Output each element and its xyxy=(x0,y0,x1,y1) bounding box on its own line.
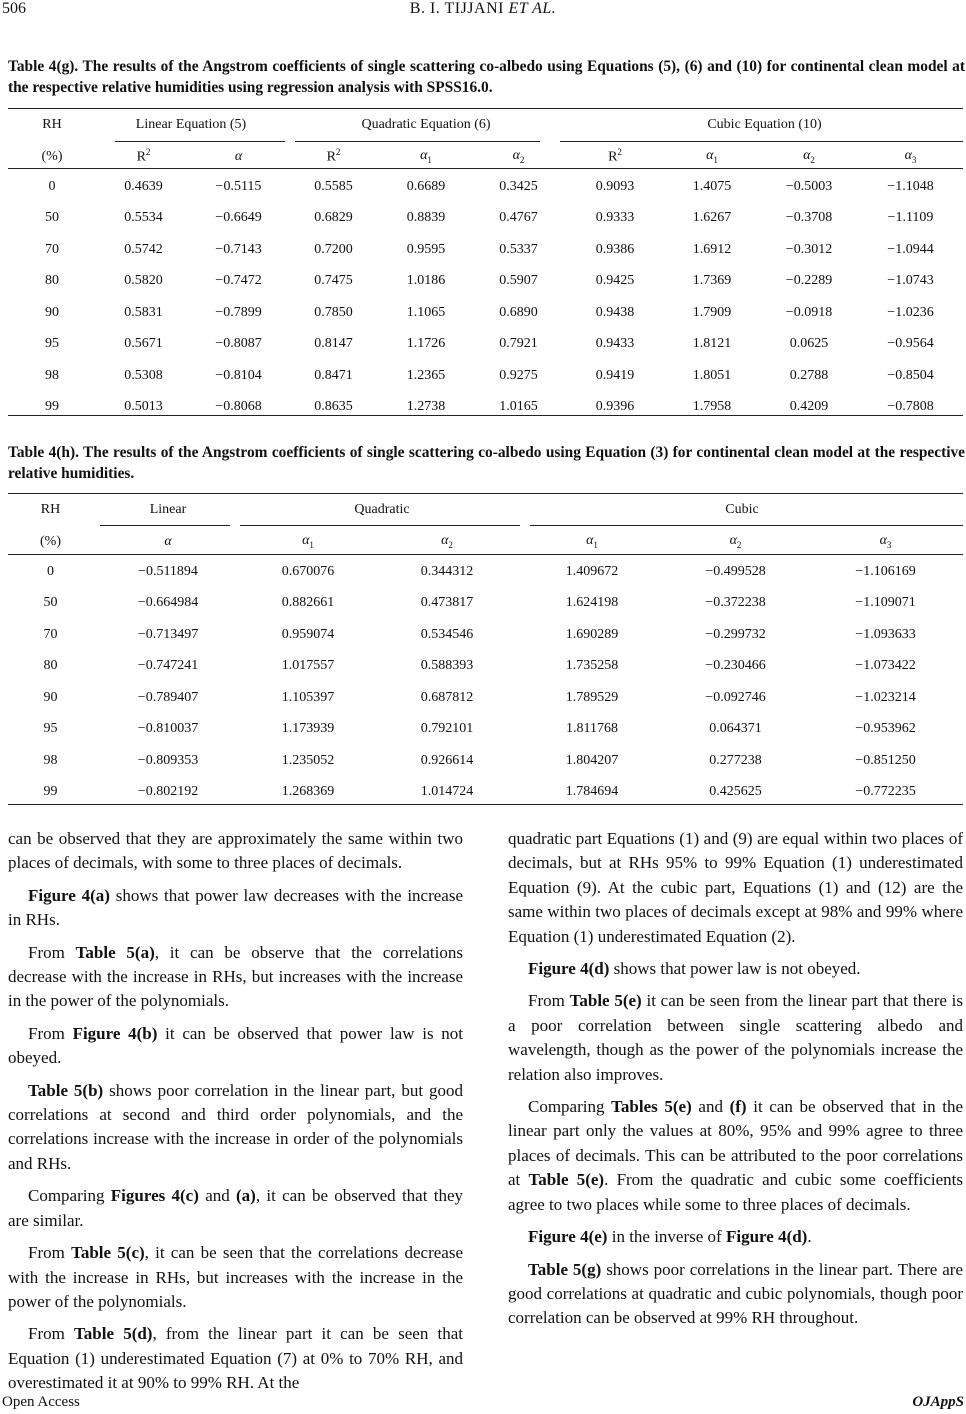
header-cell: RH xyxy=(40,502,61,517)
paragraph: quadratic part Equations (1) and (9) are equal within two places of decimals, but at RHs 95% to 99% Equation (1) underestimated Equation (9). At the cubic part, Equations (1) and (12) are the same within two places of decimals except at 98% and 99% where Equation (1) underestimated Equation (2). xyxy=(508,829,963,946)
table-cell: 0.534546 xyxy=(420,626,474,642)
table-cell: −0.7808 xyxy=(887,399,934,415)
table-cell: 1.2738 xyxy=(406,399,446,415)
table-cell: 98 xyxy=(43,752,58,768)
table-cell: −0.953962 xyxy=(855,721,916,737)
table-cell: 0.9275 xyxy=(499,367,538,383)
table-cell: 1.105397 xyxy=(281,689,335,705)
table-cell: 98 xyxy=(45,367,59,383)
table-cell: 0.8839 xyxy=(406,210,446,226)
table-cell: 0.5742 xyxy=(124,241,163,257)
table-row xyxy=(8,619,963,651)
table-cell: 0.5907 xyxy=(499,273,538,289)
table-cell: 0.4639 xyxy=(124,178,163,194)
table-cell: −0.3012 xyxy=(785,241,833,257)
body-column-left xyxy=(8,827,463,1404)
table-cell: −1.0236 xyxy=(887,304,934,320)
table-cell: 0.425625 xyxy=(709,784,762,800)
table-cell: 80 xyxy=(45,273,59,289)
table-row xyxy=(8,745,963,777)
body-column-right xyxy=(508,827,963,1339)
table-cell: 1.8121 xyxy=(692,336,732,352)
subheader-cell: $\alpha_1$ xyxy=(302,533,314,550)
table-cell: 1.811768 xyxy=(566,721,618,737)
table-cell: 0.9419 xyxy=(595,367,635,383)
table-cell: 1.409672 xyxy=(565,563,619,579)
page-number: 506 xyxy=(2,0,26,17)
table-cell: 1.6267 xyxy=(692,210,732,226)
table-row xyxy=(8,297,963,329)
table-cell: −0.810037 xyxy=(137,721,199,737)
table-cell: −0.7143 xyxy=(215,241,262,257)
table-row xyxy=(8,203,963,235)
table-cell: −0.809353 xyxy=(137,752,199,768)
header-cell: Quadratic Equation (6) xyxy=(361,117,491,132)
header-cell: Cubic Equation (10) xyxy=(707,117,822,132)
table-cell: −0.713497 xyxy=(137,626,199,642)
table-cell: 0.9386 xyxy=(595,241,635,257)
table-cell: 0.5820 xyxy=(124,273,163,289)
table-cell: 1.1726 xyxy=(406,336,446,352)
table-cell: 0.9396 xyxy=(595,399,635,415)
table-cell: −0.5115 xyxy=(215,178,262,194)
table-row xyxy=(8,234,963,266)
header-cell: RH xyxy=(42,117,62,132)
table-cell: 90 xyxy=(45,304,59,320)
table-cell: −0.7899 xyxy=(215,304,262,320)
table-cell: 0.5831 xyxy=(124,304,163,320)
table-cell: −0.8068 xyxy=(215,399,262,415)
paragraph: From Table 5(e) it can be seen from the linear part that there is a poor correlation between single scattering albedo and wavelength, though as the power of the polynomials increase the relation also improves. xyxy=(508,991,963,1084)
table-cell: 1.624198 xyxy=(565,595,619,611)
table-cell: 70 xyxy=(43,626,58,642)
table-cell: −0.8087 xyxy=(215,336,262,352)
table-cell: −0.372238 xyxy=(705,595,766,611)
subheader-cell: (%) xyxy=(40,533,61,549)
table-cell: 0.277238 xyxy=(709,752,762,768)
table-cell: −0.802192 xyxy=(137,784,199,800)
table-cell: 0.926614 xyxy=(420,752,474,768)
table-cell: 1.0165 xyxy=(499,399,538,415)
table-cell: 1.173939 xyxy=(281,721,335,737)
table-h xyxy=(8,493,963,808)
table-cell: 0.5337 xyxy=(499,241,538,257)
table-cell: −1.1048 xyxy=(887,178,934,194)
table-cell: 0.4767 xyxy=(499,210,538,226)
subheader-cell: α xyxy=(234,148,243,164)
table-cell: 0.5308 xyxy=(124,367,163,383)
subheader-cell: $\alpha_2$ xyxy=(512,148,525,165)
table-g xyxy=(8,108,963,423)
paragraph: Figure 4(a) shows that power law decreases with the increase in RHs. xyxy=(8,885,463,930)
paragraph: From Table 5(d), from the linear part it can be seen that Equation (1) underestimated Equation (7) at 0% to 70% RH, and overestimated it at 90% to 99% RH. At the xyxy=(8,1324,463,1393)
table-cell: 0.6890 xyxy=(499,304,538,320)
table-cell: 1.735258 xyxy=(565,658,619,674)
paragraph: Comparing Tables 5(e) and (f) it can be observed that in the linear part only the values at 80%, 95% and 99% agree to three places of decimals. This can be attributed to the poor correlations at Table 5(e). From the quadratic and cubic some coefficients agree to two places while some to three places of decimals. xyxy=(508,1097,963,1214)
subheader-cell: $R^2$ xyxy=(136,147,151,165)
table-cell: 1.7909 xyxy=(692,304,732,320)
table-g-caption: Table 4(g). The results of the Angstrom coefficients of single scattering co-albedo using Equations (5), (6) and (10) for continental clean model at the respective relative humidities using regression analysis with SPSS16.0. xyxy=(8,58,965,96)
table-cell: 1.4075 xyxy=(692,178,732,194)
table-cell: 0.0625 xyxy=(789,336,829,352)
table-cell: 1.804207 xyxy=(565,752,619,768)
table-cell: 0.7200 xyxy=(314,241,353,257)
table-g-subheader xyxy=(8,142,963,171)
header-cell: Linear xyxy=(149,502,187,517)
table-cell: 0.5013 xyxy=(124,399,163,415)
table-h-caption: Table 4(h). The results of the Angstrom coefficients of single scattering co-albedo using Equation (3) for continental clean model at the respective relative humidities. xyxy=(8,444,965,482)
table-row xyxy=(8,329,963,361)
paragraph: Table 5(b) shows poor correlation in the linear part, but good correlations at second and third order polynomials, and the correlations increase with the increase in order of the polynomials and RHs. xyxy=(8,1080,464,1173)
table-cell: 1.690289 xyxy=(565,626,619,642)
table-cell: 0.3425 xyxy=(499,178,538,194)
table-cell: 0 xyxy=(47,563,54,579)
table-row xyxy=(8,682,963,714)
table-cell: 0.5534 xyxy=(124,210,163,226)
table-cell: 0.8471 xyxy=(314,367,353,383)
table-cell: −0.092746 xyxy=(705,689,766,705)
table-cell: 0.064371 xyxy=(709,721,762,737)
paragraph: From Table 5(a), it can be observe that the correlations decrease with the increase in RHs, but increases with the increase in the power of the polynomials. xyxy=(8,942,463,1011)
table-cell: 0.5585 xyxy=(314,178,353,194)
table-cell: 1.017557 xyxy=(281,658,335,674)
table-cell: −1.109071 xyxy=(855,595,916,611)
table-cell: 0.9595 xyxy=(406,241,446,257)
running-title: B. I. TIJJANI ET AL. xyxy=(409,0,557,17)
paragraph: Table 5(g) shows poor correlations in the linear part. There are good correlations at quadratic and cubic polynomials, though poor correlation can be observed at 99% RH throughout. xyxy=(508,1259,963,1328)
header-cell: Cubic xyxy=(725,502,759,517)
table-cell: 0.792101 xyxy=(420,721,474,737)
paragraph: From Figure 4(b) it can be observed that power law is not obeyed. xyxy=(8,1023,464,1068)
table-cell: 70 xyxy=(45,241,59,257)
table-cell: 0.2788 xyxy=(789,367,829,383)
table-h-group-header xyxy=(8,493,963,527)
table-cell: 1.2365 xyxy=(406,367,446,383)
paragraph: can be observed that they are approximately the same within two places of decimals, with some to three places of decimals. xyxy=(8,829,463,873)
table-cell: 0.670076 xyxy=(281,563,335,579)
subheader-cell: $R^2$ xyxy=(326,147,341,165)
table-cell: 0.7921 xyxy=(499,336,538,352)
subheader-cell: $\alpha_2$ xyxy=(441,533,453,550)
table-cell: 1.0186 xyxy=(406,273,446,289)
table-cell: 0.687812 xyxy=(420,689,474,705)
table-cell: 95 xyxy=(45,336,59,352)
table-cell: −0.851250 xyxy=(855,752,916,768)
table-cell: 50 xyxy=(45,210,59,226)
table-cell: 0.9425 xyxy=(595,273,635,289)
paragraph: From Table 5(c), it can be seen that the correlations decrease with the increase in RHs, but increases with the increase in the power of the polynomials. xyxy=(8,1243,463,1311)
table-cell: 99 xyxy=(45,399,59,415)
table-cell: −0.511894 xyxy=(138,563,198,579)
paragraph: Figure 4(e) in the inverse of Figure 4(d). xyxy=(528,1227,812,1247)
table-cell: 0.6829 xyxy=(314,210,353,226)
table-cell: 50 xyxy=(43,595,58,611)
table-cell: 0.5671 xyxy=(124,336,163,352)
table-cell: 1.784694 xyxy=(565,784,619,800)
table-cell: 0.4209 xyxy=(789,399,829,415)
table-cell: −0.8104 xyxy=(215,367,262,383)
table-cell: 99 xyxy=(43,784,58,800)
table-cell: −0.747241 xyxy=(137,658,199,674)
footer-open-access: Open Access xyxy=(2,1394,80,1410)
table-cell: −1.093633 xyxy=(855,626,916,642)
table-cell: 1.8051 xyxy=(692,367,732,383)
header-cell: Quadratic xyxy=(354,502,410,517)
table-cell: −0.8504 xyxy=(887,367,934,383)
table-cell: 0.344312 xyxy=(420,563,474,579)
table-g-group-header xyxy=(8,108,963,142)
paragraph: Figure 4(d) shows that power law is not obeyed. xyxy=(528,959,861,979)
table-cell: −0.7472 xyxy=(215,273,262,289)
table-cell: −0.6649 xyxy=(215,210,262,226)
subheader-cell: $\alpha_2$ xyxy=(803,148,815,165)
subheader-cell: $\alpha_3$ xyxy=(879,533,892,550)
table-cell: 1.6912 xyxy=(692,241,732,257)
table-cell: 0.7850 xyxy=(314,304,353,320)
table-cell: 0.588393 xyxy=(420,658,474,674)
table-cell: −1.073422 xyxy=(855,658,916,674)
table-row xyxy=(8,171,963,203)
table-cell: −0.299732 xyxy=(705,626,766,642)
table-cell: 1.7958 xyxy=(692,399,732,415)
table-cell: −1.023214 xyxy=(855,689,916,705)
table-cell: 0.473817 xyxy=(420,595,474,611)
table-g-bottom-rule xyxy=(8,415,963,416)
table-cell: 0.8635 xyxy=(314,399,353,415)
table-cell: 90 xyxy=(43,689,58,705)
table-cell: −1.106169 xyxy=(855,563,916,579)
table-row xyxy=(8,588,963,620)
table-cell: −0.5003 xyxy=(785,178,833,194)
table-cell: 0.6689 xyxy=(406,178,446,194)
subheader-cell: $\alpha_3$ xyxy=(904,148,917,165)
table-cell: 0.9433 xyxy=(595,336,635,352)
table-cell: 0.882661 xyxy=(281,595,335,611)
subheader-cell: $\alpha_1$ xyxy=(420,148,432,165)
table-cell: 1.014724 xyxy=(420,784,474,800)
table-cell: 0.9093 xyxy=(595,178,635,194)
table-cell: 80 xyxy=(43,658,58,674)
table-h-bottom-rule xyxy=(8,804,963,805)
header-cell: Linear Equation (5) xyxy=(135,117,247,132)
paragraph: Comparing Figures 4(c) and (a), it can be observed that they are similar. xyxy=(8,1186,463,1230)
table-cell: −0.2289 xyxy=(785,273,833,289)
table-cell: 0.959074 xyxy=(281,626,335,642)
table-cell: 1.235052 xyxy=(281,752,335,768)
table-row xyxy=(8,556,963,588)
table-cell: 1.1065 xyxy=(406,304,446,320)
subheader-cell: α xyxy=(164,533,172,549)
subheader-cell: $\alpha_1$ xyxy=(586,533,598,550)
table-cell: −0.499528 xyxy=(705,563,766,579)
table-cell: 1.7369 xyxy=(692,273,732,289)
subheader-cell: $R^2$ xyxy=(608,147,622,165)
table-cell: 0.9333 xyxy=(595,210,635,226)
table-cell: −0.0918 xyxy=(785,304,833,320)
table-cell: −1.0743 xyxy=(887,273,934,289)
table-cell: 0 xyxy=(48,178,56,194)
table-row xyxy=(8,392,963,424)
table-cell: 1.789529 xyxy=(565,689,619,705)
table-row xyxy=(8,714,963,746)
table-cell: 0.7475 xyxy=(314,273,353,289)
table-h-subheader xyxy=(8,527,963,556)
subheader-cell: $\alpha_1$ xyxy=(706,148,718,165)
table-cell: 95 xyxy=(43,721,58,737)
table-row xyxy=(8,266,963,298)
table-cell: −0.9564 xyxy=(887,336,934,352)
table-cell: 0.8147 xyxy=(314,336,353,352)
table-cell: −0.230466 xyxy=(705,658,766,674)
table-cell: 1.268369 xyxy=(281,784,335,800)
subheader-cell: $\alpha_2$ xyxy=(729,533,742,550)
table-cell: −0.789407 xyxy=(137,689,199,705)
table-cell: −0.3708 xyxy=(785,210,833,226)
table-cell: −0.664984 xyxy=(137,595,199,611)
table-cell: 0.9438 xyxy=(595,304,635,320)
footer-journal: OJAppS xyxy=(912,1394,964,1410)
table-row xyxy=(8,360,963,392)
table-cell: −1.0944 xyxy=(887,241,934,257)
table-cell: −0.772235 xyxy=(855,784,916,800)
table-cell: −1.1109 xyxy=(887,210,934,226)
subheader-cell: (%) xyxy=(41,148,63,164)
table-row xyxy=(8,651,963,683)
